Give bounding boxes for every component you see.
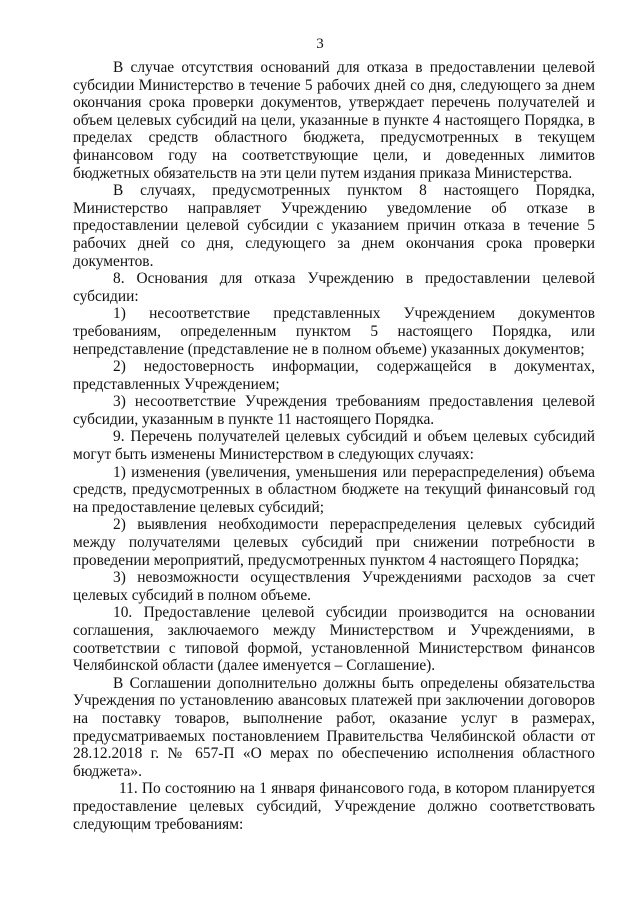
paragraph: В Соглашении дополнительно должны быть определены обязательства Учреждения по установлению авансовых платежей при заключении договоров на поставку товаров, выполнение работ, оказание услуг в размерах, предусматриваемых постановлением Правительства Челябинской области от 28.12.2018 г. № 657-П «О мерах по обеспечению исполнения областного бюджета». (73, 674, 595, 780)
paragraph: 1) изменения (увеличения, уменьшения или перераспределения) объема средств, предусмотренных в областном бюджете на текущий финансовый год на предоставление целевых субсидий; (73, 463, 595, 516)
paragraph: 10. Предоставление целевой субсидии производится на основании соглашения, заключаемого между Министерством и Учреждениями, в соответствии с типовой формой, установленной Министерством финансов Челябинской области (далее именуется – Соглашение). (73, 604, 595, 675)
paragraph: 8. Основания для отказа Учреждению в предоставлении целевой субсидии: (73, 270, 595, 305)
paragraph: 11. По состоянию на 1 января финансового года, в котором планируется предоставление целевых субсидий, Учреждение должно соответствовать следующим требованиям: (73, 780, 595, 833)
paragraph: 3) невозможности осуществления Учреждениями расходов за счет целевых субсидий в полном объеме. (73, 569, 595, 604)
paragraph: 2) выявления необходимости перераспределения целевых субсидий между получателями целевых субсидий при снижении потребности в проведении мероприятий, предусмотренных пунктом 4 настоящего Порядка; (73, 516, 595, 569)
paragraph: В случаях, предусмотренных пунктом 8 настоящего Порядка, Министерство направляет Учреждению уведомление об отказе в предоставлении целевой субсидии с указанием причин отказа в течение 5 рабочих дней со дня, следующего за днем окончания срока проверки документов. (73, 182, 595, 270)
document-body (73, 59, 595, 833)
paragraph: 9. Перечень получателей целевых субсидий и объем целевых субсидий могут быть изменены Министерством в следующих случаях: (73, 428, 595, 464)
page-number: 3 (316, 36, 324, 52)
paragraph: 3) несоответствие Учреждения требованиям предоставления целевой субсидии, указанным в пункте 11 настоящего Порядка. (73, 393, 595, 428)
paragraph: В случае отсутствия оснований для отказа в предоставлении целевой субсидии Министерство в течение 5 рабочих дней со дня, следующего за днем окончания срока проверки документов, утверждает перечень получателей и объем целевых субсидий на цели, указанные в пункте 4 настоящего Порядка, в пределах средств областного бюджета, предусмотренных в текущем финансовом году на соответствующие цели, и доведенных лимитов бюджетных обязательств на эти цели путем издания приказа Министерства. (73, 59, 595, 182)
paragraph: 1) несоответствие представленных Учреждением документов требованиям, определенным пунктом 5 настоящего Порядка, или непредставление (представление не в полном объеме) указанных документов; (73, 305, 595, 358)
paragraph: 2) недостоверность информации, содержащейся в документах, представленных Учреждением; (73, 358, 595, 393)
